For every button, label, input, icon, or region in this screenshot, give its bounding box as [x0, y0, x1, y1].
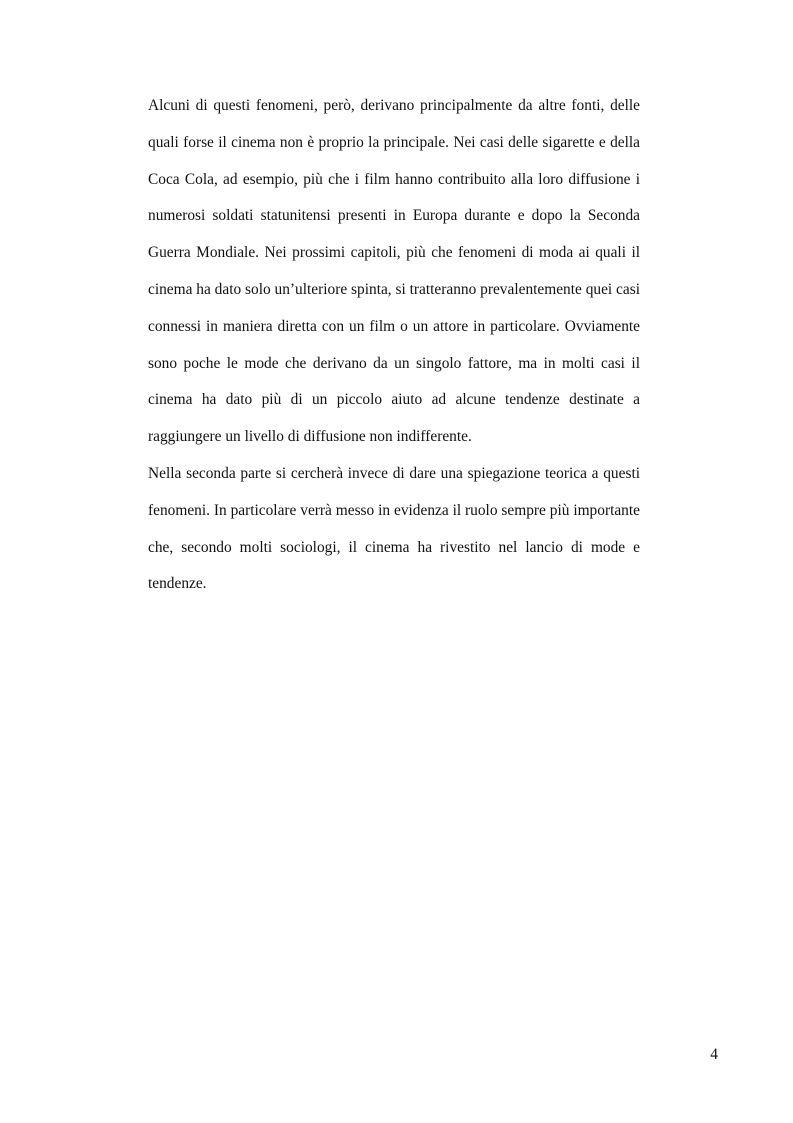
body-text — [148, 88, 640, 603]
paragraph-2: Nella seconda parte si cercherà invece di dare una spiegazione teorica a questi fenomeni. In particolare verrà messo in evidenza il ruolo sempre più importante che, secondo molti sociologi, il cinema ha rivestito nel lancio di mode e tendenze. — [148, 464, 640, 593]
page-number: 4 — [710, 1046, 718, 1063]
paragraph-1: Alcuni di questi fenomeni, però, derivano principalmente da altre fonti, delle quali forse il cinema non è proprio la principale. Nei casi delle sigarette e della Coca Cola, ad esempio, più che i film hanno contribuito alla loro diffusione i numerosi soldati statunitensi presenti in Europa durante e dopo la Seconda Guerra Mondiale. Nei prossimi capitoli, più che fenomeni di moda ai quali il cinema ha dato solo un’ulteriore spinta, si tratteranno prevalentemente quei casi connessi in maniera diretta con un film o un attore in particolare. Ovviamente sono poche le mode che derivano da un singolo fattore, ma in molti casi il cinema ha dato più di un piccolo aiuto ad alcune tendenze destinate a raggiungere un livello di diffusione non indifferente. — [148, 97, 640, 446]
